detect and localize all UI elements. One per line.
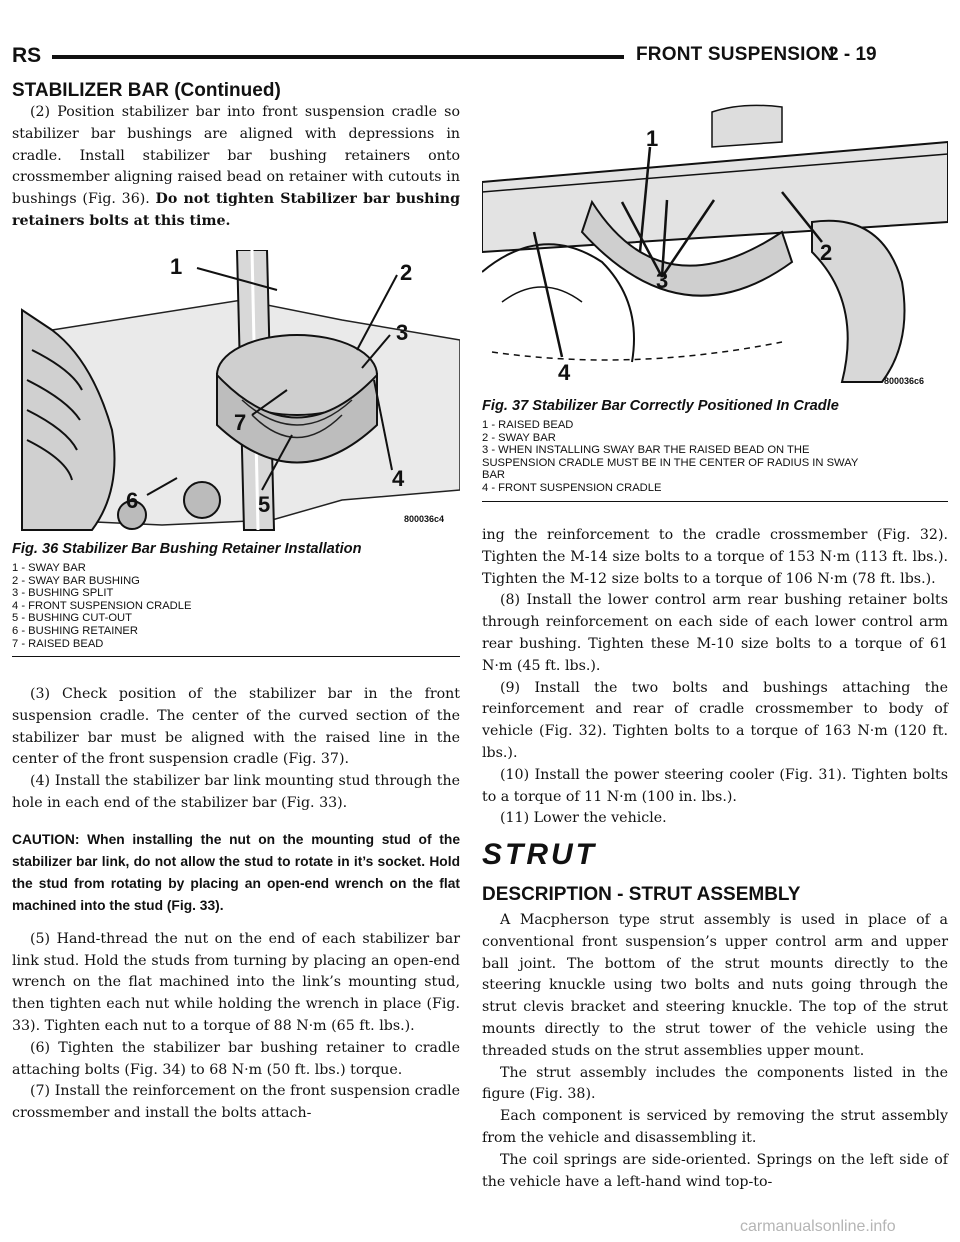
figure-37 [482, 102, 948, 502]
description-body [482, 910, 948, 1193]
fig36-callout-1: 1 [170, 254, 183, 279]
fig37-legend [482, 419, 948, 495]
step-3: (3) Check position of the stabilizer bar in the front suspension cradle. The center of the curved section of the stabilizer bar must be aligned with the raised line in the center of the front suspension cradle (Fig. 37). [12, 686, 460, 768]
fig36-callout-4: 4 [392, 466, 405, 491]
description-para-1: A Macpherson type strut assembly is used in place of a conventional front suspension’s upper control arm and upper ball joint. The bottom of the strut mounts directly to the steering knuckle using two bolts and nuts going through the strut clevis bracket and steering knuckle. The top of the strut mounts directly to the strut tower of the vehicle using the threaded studs on the strut assemblies upper mount. [482, 912, 948, 1059]
header-rule [52, 55, 624, 59]
left-column-body [12, 684, 460, 1125]
fig36-illustration [12, 250, 460, 535]
step-10: (10) Install the power steering cooler (Fig. 31). Tighten bolts to a torque of 11 N·m (100 in. lbs.). [482, 766, 948, 805]
manual-code: RS [12, 44, 42, 67]
description-para-2: The strut assembly includes the components listed in the figure (Fig. 38). [482, 1064, 948, 1103]
figure-36 [12, 250, 460, 657]
watermark: carmanualsonline.info [740, 1218, 896, 1235]
section-title: FRONT SUSPENSION [636, 44, 835, 65]
legend-item: 3 - BUSHING SPLIT [12, 587, 114, 600]
fig37-caption: Fig. 37 Stabilizer Bar Correctly Positioned In Cradle [482, 398, 839, 414]
legend-item: 6 - BUSHING RETAINER [12, 624, 138, 637]
fig36-callout-6: 6 [126, 488, 139, 513]
description-para-3: Each component is serviced by removing the strut assembly from the vehicle and disassembling it. [482, 1108, 948, 1146]
legend-item: 4 - FRONT SUSPENSION CRADLE [482, 481, 662, 494]
legend-item: 1 - RAISED BEAD [482, 419, 574, 431]
page-number: 2 - 19 [828, 44, 877, 65]
fig37-callout-1: 1 [646, 126, 659, 151]
step-2-text: (2) Position stabilizer bar into front suspension cradle so stabilizer bar bushings are aligned with depressions in cradle. Install stabilizer bar bushing retainers onto crossmember aligning raised bead on retainer with cutouts in bushings (Fig. 36). [12, 104, 460, 208]
step-8: (8) Install the lower control arm rear bushing retainer bolts through reinforcement on each side of each lower control arm rear bushing. Tighten these M-10 size bolts to a torque of 61 N·m (45 ft. lbs.). [482, 592, 948, 674]
strut-heading: STRUT [482, 838, 597, 871]
caution-note: CAUTION: When installing the nut on the mounting stud of the stabilizer bar link, do not allow the stud to rotate in it’s socket. Hold the stud from rotating by placing an open-end wrench on the flat machined into the stud (Fig. 33). [12, 831, 460, 913]
page-header [0, 0, 960, 80]
legend-item: 2 - SWAY BAR [482, 431, 556, 444]
step-7: (7) Install the reinforcement on the front suspension cradle crossmember and install the bolts attach- [12, 1083, 460, 1122]
fig36-callout-2: 2 [400, 260, 413, 285]
fig37-rule [482, 501, 948, 502]
step-4: (4) Install the stabilizer bar link mounting stud through the hole in each end of the stabilizer bar (Fig. 33). [12, 773, 460, 811]
fig36-caption: Fig. 36 Stabilizer Bar Bushing Retainer Installation [12, 541, 362, 557]
step-7-continued: ing the reinforcement to the cradle crossmember (Fig. 32). Tighten the M-14 size bolts to a torque of 153 N·m (113 ft. lbs.). Tighten the M-12 size bolts to a torque of 106 N·m (78 ft. lbs.). [482, 527, 948, 587]
legend-item: 2 - SWAY BAR BUSHING [12, 574, 140, 587]
fig37-callout-3: 3 [656, 268, 669, 293]
legend-item: 4 - FRONT SUSPENSION CRADLE [12, 599, 192, 612]
legend-item: 5 - BUSHING CUT-OUT [12, 612, 132, 625]
left-column-top [12, 102, 460, 233]
step-9: (9) Install the two bolts and bushings attaching the reinforcement and rear of cradle crossmember to body of vehicle (Fig. 32). Tighten bolts to a torque of 163 N·m (120 ft. lbs.). [482, 679, 948, 761]
fig36-legend [12, 562, 460, 650]
fig37-image-code: 800036c6 [884, 376, 925, 386]
fig36-callout-3: 3 [396, 320, 409, 345]
fig37-illustration [482, 102, 948, 392]
continued-heading: STABILIZER BAR (Continued) [12, 80, 281, 101]
legend-item: 1 - SWAY BAR [12, 562, 86, 574]
fig36-image-code: 800036c4 [404, 514, 445, 524]
description-heading: DESCRIPTION - STRUT ASSEMBLY [482, 884, 801, 905]
fig36-rule [12, 656, 460, 657]
legend-item: 3 - WHEN INSTALLING SWAY BAR THE RAISED BEAD ON THE SUSPENSION CRADLE MUST BE IN THE CENTER OF RADIUS IN SWAY BAR [482, 444, 862, 482]
step-2-warning: Do not tighten Stabilizer bar bushing retainers bolts at this time. [12, 191, 461, 229]
step-5: (5) Hand-thread the nut on the end of each stabilizer bar link stud. Hold the studs from turning by placing an open-end wrench on the flat machined into the link’s mounting stud, then tighten each nut while holding the wrench in place (Fig. 33). Tighten each nut to a torque of 88 N·m (65 ft. lbs.). [12, 930, 460, 1034]
fig37-callout-4: 4 [558, 360, 571, 385]
right-column-body [482, 525, 948, 830]
step-2 [12, 102, 460, 233]
legend-item: 7 - RAISED BEAD [12, 637, 104, 650]
fig36-callout-5: 5 [258, 492, 271, 517]
step-11: (11) Lower the vehicle. [500, 810, 667, 827]
fig37-callout-2: 2 [820, 240, 833, 265]
description-para-4: The coil springs are side-oriented. Springs on the left side of the vehicle have a left-hand wind top-to- [482, 1151, 948, 1190]
fig36-callout-7: 7 [234, 410, 247, 435]
step-6: (6) Tighten the stabilizer bar bushing retainer to cradle attaching bolts (Fig. 34) to 68 N·m (50 ft. lbs.) torque. [12, 1039, 460, 1078]
